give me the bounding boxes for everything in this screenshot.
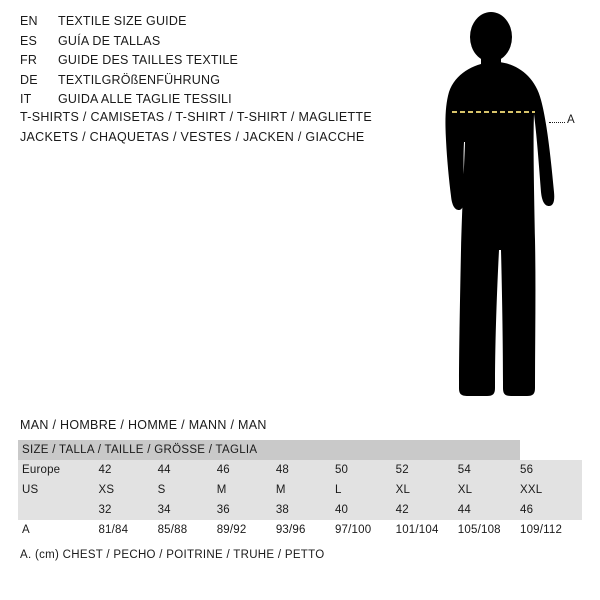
cell: 52 <box>396 460 458 480</box>
category-tshirts: T-SHIRTS / CAMISETAS / T-SHIRT / T-SHIRT / MAGLIETTE <box>20 110 373 124</box>
cell: L <box>335 480 396 500</box>
cell: 32 <box>98 500 157 520</box>
row-label: A <box>18 520 98 540</box>
language-title: TEXTILE SIZE GUIDE <box>58 14 187 28</box>
language-code: ES <box>20 33 38 48</box>
cell: 54 <box>458 460 520 480</box>
cell: 56 <box>520 460 582 480</box>
leader-dots <box>549 122 565 123</box>
cell: 81/84 <box>98 520 157 540</box>
row-label: US <box>18 480 98 500</box>
cell: 109/112 <box>520 520 582 540</box>
list-item <box>20 34 400 54</box>
figure-illustration <box>415 10 595 400</box>
cell: 44 <box>458 500 520 520</box>
list-item <box>20 14 400 34</box>
cell: 93/96 <box>276 520 335 540</box>
list-item <box>20 92 400 112</box>
language-title: GUIDA ALLE TAGLIE TESSILI <box>58 92 232 106</box>
measure-label-a: A <box>567 114 576 126</box>
language-title: TEXTILGRÖßENFÜHRUNG <box>58 72 221 87</box>
table-row <box>18 500 582 520</box>
table-row <box>18 520 582 540</box>
cell: S <box>158 480 217 500</box>
table-row <box>18 480 582 500</box>
cell: 42 <box>396 500 458 520</box>
section-title-man: MAN / HOMBRE / HOMME / MANN / MAN <box>20 418 267 432</box>
cell: 42 <box>98 460 157 480</box>
cell: 46 <box>520 500 582 520</box>
cell: 97/100 <box>335 520 396 540</box>
cell: 105/108 <box>458 520 520 540</box>
cell: 36 <box>217 500 276 520</box>
male-torso-silhouette <box>415 10 595 400</box>
cell: XL <box>458 480 520 500</box>
language-title: GUIDE DES TAILLES TEXTILE <box>58 53 239 67</box>
language-list <box>20 14 400 112</box>
cell: XL <box>396 480 458 500</box>
language-code: IT <box>20 92 32 106</box>
table-row <box>18 460 582 480</box>
cell: XS <box>98 480 157 500</box>
table-header-label: SIZE / TALLA / TAILLE / GRÖSSE / TAGLIA <box>18 440 520 460</box>
cell: 38 <box>276 500 335 520</box>
cell: 85/88 <box>158 520 217 540</box>
row-label <box>18 500 98 520</box>
list-item <box>20 73 400 93</box>
table-header-row <box>18 440 582 460</box>
size-table <box>18 440 582 540</box>
language-code: EN <box>20 14 38 28</box>
cell: 50 <box>335 460 396 480</box>
cell: 44 <box>158 460 217 480</box>
list-item <box>20 53 400 73</box>
cell: 46 <box>217 460 276 480</box>
cell: 89/92 <box>217 520 276 540</box>
cell: M <box>276 480 335 500</box>
category-jackets: JACKETS / CHAQUETAS / VESTES / JACKEN / GIACCHE <box>20 130 365 144</box>
category-list <box>20 110 440 150</box>
cell: XXL <box>520 480 582 500</box>
cell: 101/104 <box>396 520 458 540</box>
language-code: FR <box>20 53 38 67</box>
language-code: DE <box>20 72 38 87</box>
cell: 40 <box>335 500 396 520</box>
language-title: GUÍA DE TALLAS <box>58 33 161 48</box>
cell: 34 <box>158 500 217 520</box>
table-footnote: A. (cm) CHEST / PECHO / POITRINE / TRUHE / PETTO <box>20 549 325 561</box>
cell: 48 <box>276 460 335 480</box>
cell: M <box>217 480 276 500</box>
row-label: Europe <box>18 460 98 480</box>
